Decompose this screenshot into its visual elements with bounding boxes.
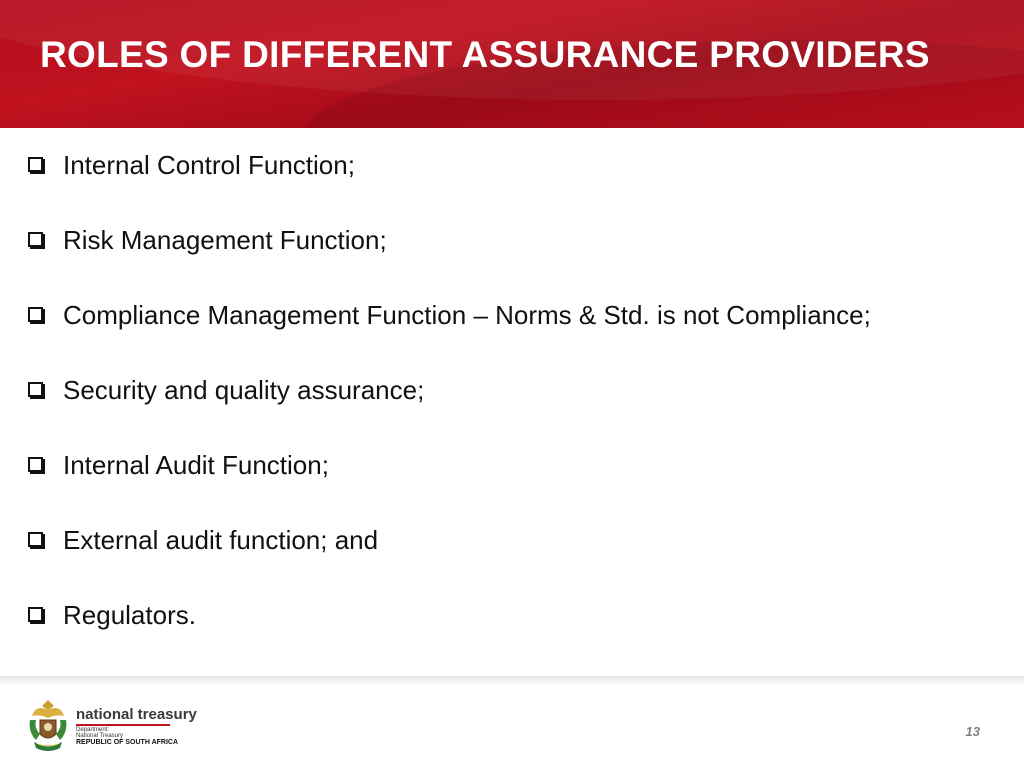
checkbox-square-icon [28, 457, 43, 472]
bullet-text: Security and quality assurance; [63, 375, 425, 405]
checkbox-square-icon [28, 157, 43, 172]
bullet-item [28, 373, 1008, 448]
checkbox-square-icon [28, 607, 43, 622]
logo-country: REPUBLIC OF SOUTH AFRICA [76, 739, 179, 746]
bullet-text: Regulators. [63, 600, 196, 630]
bullet-item [28, 598, 1008, 673]
coat-of-arms-icon [26, 698, 70, 754]
bullet-item [28, 223, 1008, 298]
checkbox-square-icon [28, 307, 43, 322]
page-number: 13 [965, 724, 980, 739]
logo-name: national treasury [76, 706, 197, 723]
checkbox-square-icon [28, 382, 43, 397]
bullet-text: Compliance Management Function – Norms & Std. is not Compliance; [63, 300, 871, 330]
bullet-text: External audit function; and [63, 525, 379, 555]
logo-divider [76, 724, 170, 726]
checkbox-square-icon [28, 532, 43, 547]
footer-divider [0, 676, 1024, 686]
bullet-item [28, 148, 1008, 223]
logo-department-label: Department: [76, 727, 110, 733]
bullet-item [28, 523, 1008, 598]
bullet-text: Internal Control Function; [63, 150, 355, 180]
bullet-item [28, 448, 1008, 523]
bullet-text: Internal Audit Function; [63, 450, 329, 480]
checkbox-square-icon [28, 232, 43, 247]
bullet-item [28, 298, 1008, 373]
logo-department-name: National Treasury [76, 733, 124, 739]
bullet-text: Risk Management Function; [63, 225, 387, 255]
bullet-list [28, 148, 1008, 673]
title-banner [0, 0, 1024, 128]
slide-footer [0, 686, 1024, 768]
slide-title: ROLES OF DIFFERENT ASSURANCE PROVIDERS [40, 34, 930, 75]
